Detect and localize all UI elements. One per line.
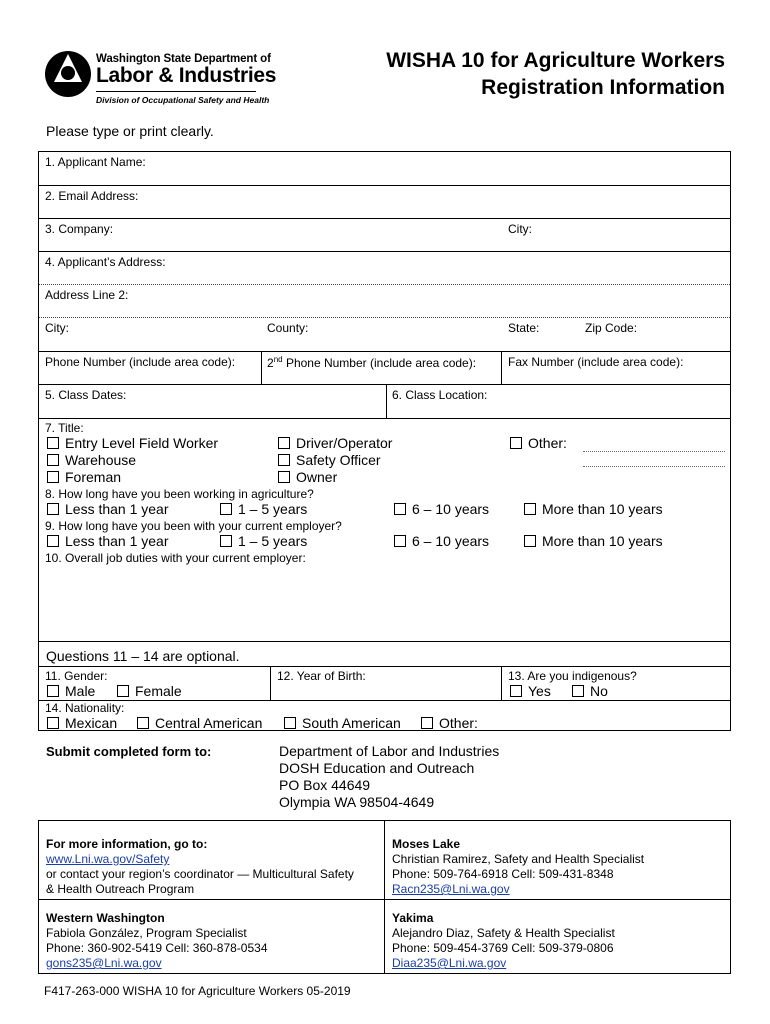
zip-field[interactable]: Zip Code: [585,321,638,335]
title-safety-officer-checkbox[interactable]: Safety Officer [278,452,381,468]
title-driver-checkbox[interactable]: Driver/Operator [278,435,392,451]
gender-female-checkbox[interactable]: Female [117,683,182,699]
org-name-line1: Washington State Department of [96,53,271,65]
submit-address-line3: PO Box 44649 [279,777,371,793]
phone-field[interactable]: Phone Number (include area code): [45,355,236,369]
instructions: Please type or print clearly. [46,123,214,139]
page-title-line2: Registration Information [481,76,725,99]
optional-note: Questions 11 – 14 are optional. [46,648,240,664]
phone-row [39,352,730,385]
gender-male-checkbox[interactable]: Male [47,683,95,699]
registration-form [38,151,731,731]
birth-year-field[interactable]: 12. Year of Birth: [277,669,366,683]
indigenous-yes-checkbox[interactable]: Yes [510,683,551,699]
title-owner-checkbox[interactable]: Owner [278,469,337,485]
column-divider [384,821,385,973]
city-row [39,318,730,352]
indigenous-no-checkbox[interactable]: No [572,683,608,699]
q8-label: 8. How long have you been working in agriculture? [45,487,314,501]
yakima-email-link[interactable]: Diaa235@Lni.wa.gov [392,956,507,970]
county-field[interactable]: County: [267,321,309,335]
org-name-line2: Labor & Industries [96,64,277,87]
company-row [39,219,730,252]
title-entry-level-checkbox[interactable]: Entry Level Field Worker [47,435,218,451]
submit-address-line1: Department of Labor and Industries [279,743,500,759]
q8-more-10-checkbox[interactable]: More than 10 years [524,501,663,517]
yakima-cell: Yakima Alejandro Diaz, Safety & Health Specialist Phone: 509-454-3769 Cell: 509-379-0806 Diaa235@Lni.wa.gov [392,911,615,970]
moses-lake-cell: Moses Lake Christian Ramirez, Safety and Health Specialist Phone: 509-764-6918 Cell: 509-431-8348 Racn235@Lni.wa.gov [392,837,645,896]
title-warehouse-checkbox[interactable]: Warehouse [47,452,136,468]
state-field[interactable]: State: [508,321,540,335]
submit-address-line2: DOSH Education and Outreach [279,760,475,776]
column-divider [501,352,502,385]
q9-more-10-checkbox[interactable]: More than 10 years [524,533,663,549]
city-field[interactable]: City: [45,321,69,335]
title-other-checkbox[interactable]: Other: [510,435,567,451]
org-division: Division of Occupational Safety and Health [96,95,270,105]
page-title-line1: WISHA 10 for Agriculture Workers [386,49,725,72]
company-city-field[interactable]: City: [508,222,532,236]
address-field[interactable]: 4. Applicant’s Address: [39,252,730,285]
nationality-south-american-checkbox[interactable]: South American [284,715,401,731]
section-divider [39,700,730,701]
q13-label: 13. Are you indigenous? [508,669,637,683]
contact-info-table [38,820,731,974]
title-other-input[interactable] [583,451,725,452]
nationality-mexican-checkbox[interactable]: Mexican [47,715,117,731]
more-info-cell: For more information, go to: www.Lni.wa.gov/Safety or contact your region’s coordinator — Multicultural Safety & Health Outreach Program [46,837,354,896]
western-email-link[interactable]: gons235@Lni.wa.gov [46,956,162,970]
q9-6-10-checkbox[interactable]: 6 – 10 years [394,533,489,549]
form-footer: F417-263-000 WISHA 10 for Agriculture Workers 05-2019 [44,984,351,998]
org-divider [96,91,256,92]
q8-1-5-checkbox[interactable]: 1 – 5 years [220,501,307,517]
q9-1-5-checkbox[interactable]: 1 – 5 years [220,533,307,549]
fax-field[interactable]: Fax Number (include area code): [508,355,684,369]
job-duties-field[interactable]: 10. Overall job duties with your current employer: [39,548,730,642]
column-divider [501,666,502,700]
column-divider [386,385,387,419]
q9-less-than-1-checkbox[interactable]: Less than 1 year [47,533,169,549]
q11-label: 11. Gender: [45,669,108,683]
address2-field[interactable]: Address Line 2: [39,285,730,318]
email-field[interactable]: 2. Email Address: [39,186,730,219]
phone2-field[interactable]: 2nd Phone Number (include area code): [267,355,477,370]
class-row [39,385,730,419]
moses-email-link[interactable]: Racn235@Lni.wa.gov [392,882,510,896]
title-foreman-checkbox[interactable]: Foreman [47,469,121,485]
section-divider [39,666,730,667]
safety-website-link[interactable]: www.Lni.wa.gov/Safety [46,852,170,866]
western-washington-cell: Western Washington Fabiola González, Program Specialist Phone: 360-902-5419 Cell: 360-878-0534 gons235@Lni.wa.gov [46,911,268,970]
nationality-central-american-checkbox[interactable]: Central American [137,715,262,731]
class-dates-field[interactable]: 5. Class Dates: [45,388,127,402]
submit-heading: Submit completed form to: [46,744,212,759]
q8-less-than-1-checkbox[interactable]: Less than 1 year [47,501,169,517]
nationality-other-checkbox[interactable]: Other: [421,715,478,731]
column-divider [261,352,262,385]
title-other-input-line2[interactable] [583,466,725,467]
q9-label: 9. How long have you been with your current employer? [45,519,342,533]
row-divider [39,899,730,900]
q8-6-10-checkbox[interactable]: 6 – 10 years [394,501,489,517]
applicant-name-field[interactable]: 1. Applicant Name: [39,152,730,186]
class-location-field[interactable]: 6. Class Location: [392,388,488,402]
column-divider [270,666,271,700]
company-field[interactable]: 3. Company: [45,222,114,236]
title-question: 7. Title: [45,421,84,435]
lni-logo-icon [44,46,92,102]
submit-address-line4: Olympia WA 98504-4649 [279,794,435,810]
q14-label: 14. Nationality: [45,701,125,715]
